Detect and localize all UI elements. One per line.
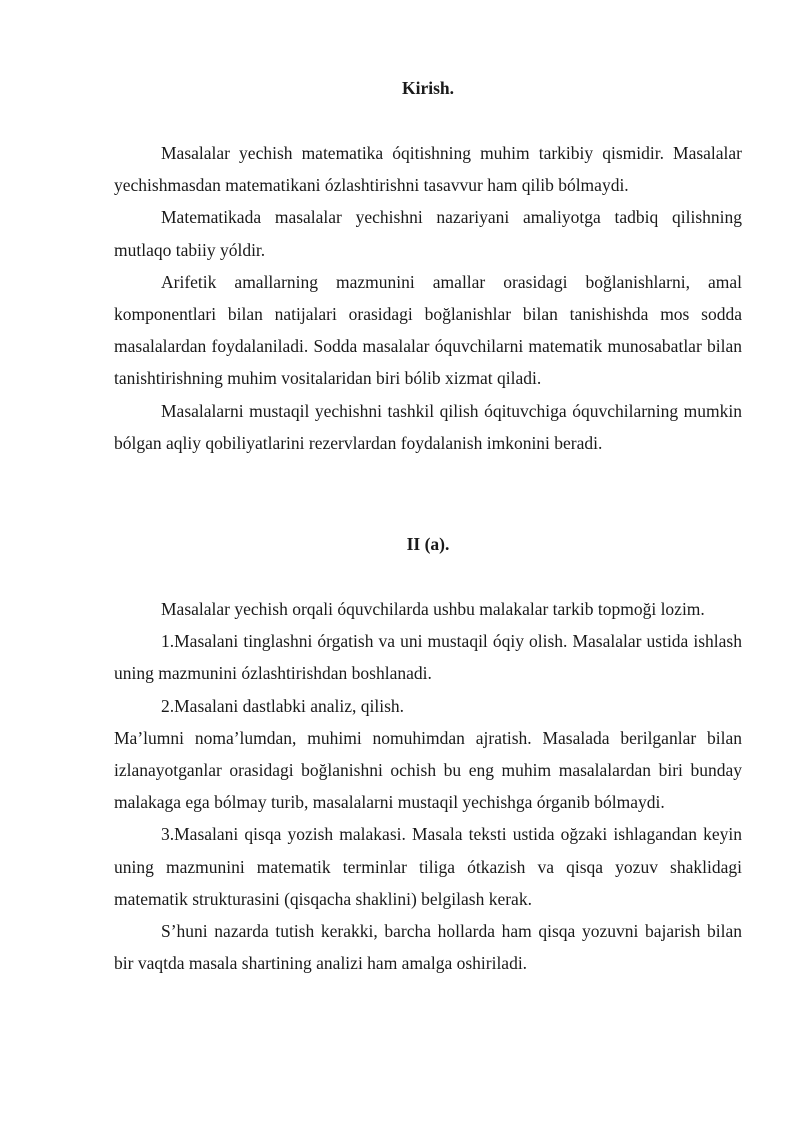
paragraph: 1.Masalani tinglashni órgatish va uni mustaqil óqiy olish. Masalalar ustida ishlash uning mazmunini ózlashtirishdan boshlanadi. xyxy=(114,631,742,684)
section-title-ii-a: II (a). xyxy=(406,534,450,554)
paragraph: Masalalar yechish orqali óquvchilarda ushbu malakalar tarkib topmoği lozim. xyxy=(161,599,705,619)
paragraph: Masalalar yechish matematika óqitishning muhim tarkibiy qismidir. Masalalar yechishmasdan matematikani ózlashtirishni tasavvur ham qilib bólmaydi. xyxy=(114,143,742,196)
section-body-ii-a xyxy=(114,593,742,979)
paragraph: Masalalarni mustaqil yechishni tashkil qilish óqituvchiga óquvchilarning mumkin bólgan aqliy qobiliyatlarini rezervlardan foydalanish imkonini beradi. xyxy=(114,400,742,453)
paragraph: S’huni nazarda tutish kerakki, barcha hollarda ham qisqa yozuvni bajarish bilan bir vaqtda masala shartining analizi ham amalga oshiriladi. xyxy=(114,921,742,974)
paragraph: Arifetik amallarning mazmunini amallar orasidagi boğlanishlarni, amal komponentlari bilan natijalari orasidagi boğlanishlar bilan tanishishda mos sodda masalalardan foydalaniladi. Sodda masalalar óquvchilarni matematik munosabatlar bilan tanishtirishning muhim vositalaridan biri bólib xizmat qiladi. xyxy=(114,271,742,389)
paragraph: Matematikada masalalar yechishni nazariyani amaliyotga tadbiq qilishning mutlaqo tabiiy yóldir. xyxy=(114,207,742,260)
section-body-kirish xyxy=(114,137,742,459)
paragraph: Ma’lumni noma’lumdan, muhimi nomuhimdan ajratish. Masalada berilganlar bilan izlanayotganlar orasidagi boğlanishni ochish bu eng muhim masalalardan biri bunday malakaga ega bólmay turib, masalalarni mustaqil yechishga órganib bólmaydi. xyxy=(114,727,742,813)
paragraph: 3.Masalani qisqa yozish malakasi. Masala teksti ustida oğzaki ishlagandan keyin uning mazmunini matematik terminlar tiliga ótkazish va qisqa yozuv shaklidagi matematik strukturasini (qisqacha shaklini) belgilash kerak. xyxy=(114,824,742,909)
section-title-kirish: Kirish. xyxy=(401,78,455,98)
paragraph: 2.Masalani dastlabki analiz, qilish. xyxy=(161,695,405,716)
